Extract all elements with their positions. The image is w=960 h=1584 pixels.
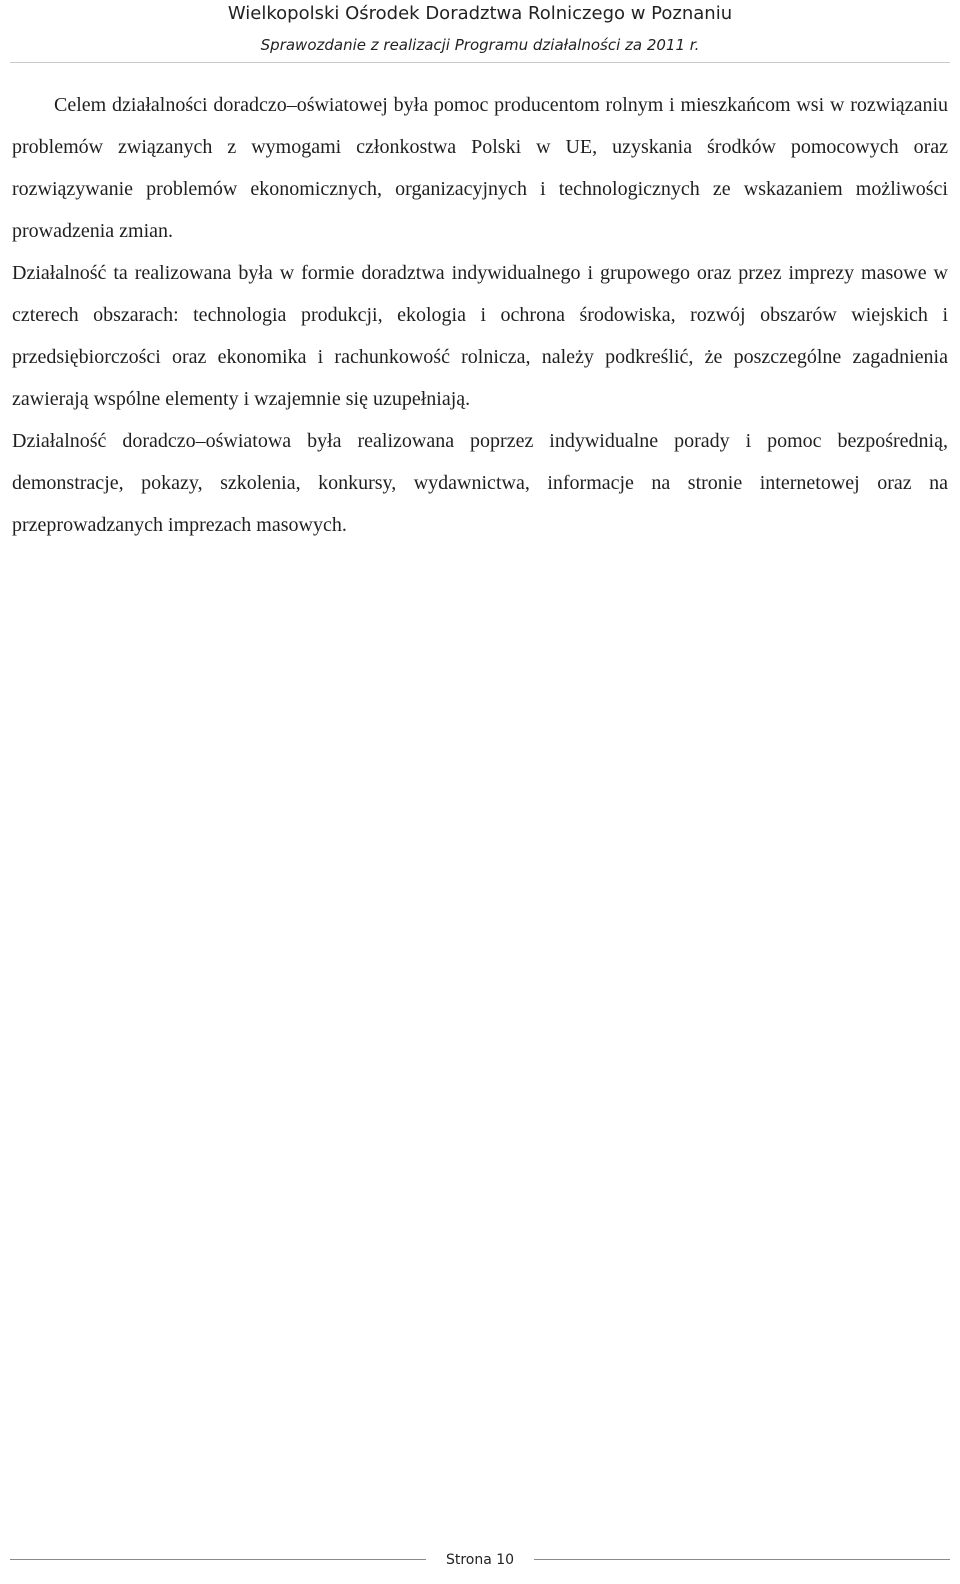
paragraph-goal: Celem działalności doradczo–oświatowej była pomoc producentom rolnym i mieszkańcom wsi w rozwiązaniu problemów związanych z wymogami członkostwa Polski w UE, uzyskania środków pomocowych oraz rozwiązywanie problemów ekonomicznych, organizacyjnych i technologicznych ze wskazaniem możliwości prowadzenia zmian. [12, 94, 948, 242]
page-header [10, 0, 950, 63]
document-body [12, 84, 948, 546]
header-title: Wielkopolski Ośrodek Doradztwa Rolniczego w Poznaniu [227, 3, 733, 24]
paragraph-activity-areas: Działalność ta realizowana była w formie doradztwa indywidualnego i grupowego oraz przez imprezy masowe w czterech obszarach: technologia produkcji, ekologia i ochrona środowiska, rozwój obszarów wiejskich i przedsiębiorczości oraz ekonomika i rachunkowość rolnicza, należy podkreślić, że poszczególne zagadnienia zawierają wspólne elementy i wzajemnie się uzupełniają. [12, 262, 948, 410]
header-subtitle: Sprawozdanie z realizacji Programu działalności za 2011 r. [260, 36, 700, 54]
page-footer [0, 1549, 960, 1571]
paragraph-activity-forms: Działalność doradczo–oświatowa była realizowana poprzez indywidualne porady i pomoc bezpośrednią, demonstracje, pokazy, szkolenia, konkursy, wydawnictwa, informacje na stronie internetowej oraz na przeprowadzanych imprezach masowych. [12, 430, 948, 536]
page-number: Strona 10 [426, 1549, 534, 1571]
